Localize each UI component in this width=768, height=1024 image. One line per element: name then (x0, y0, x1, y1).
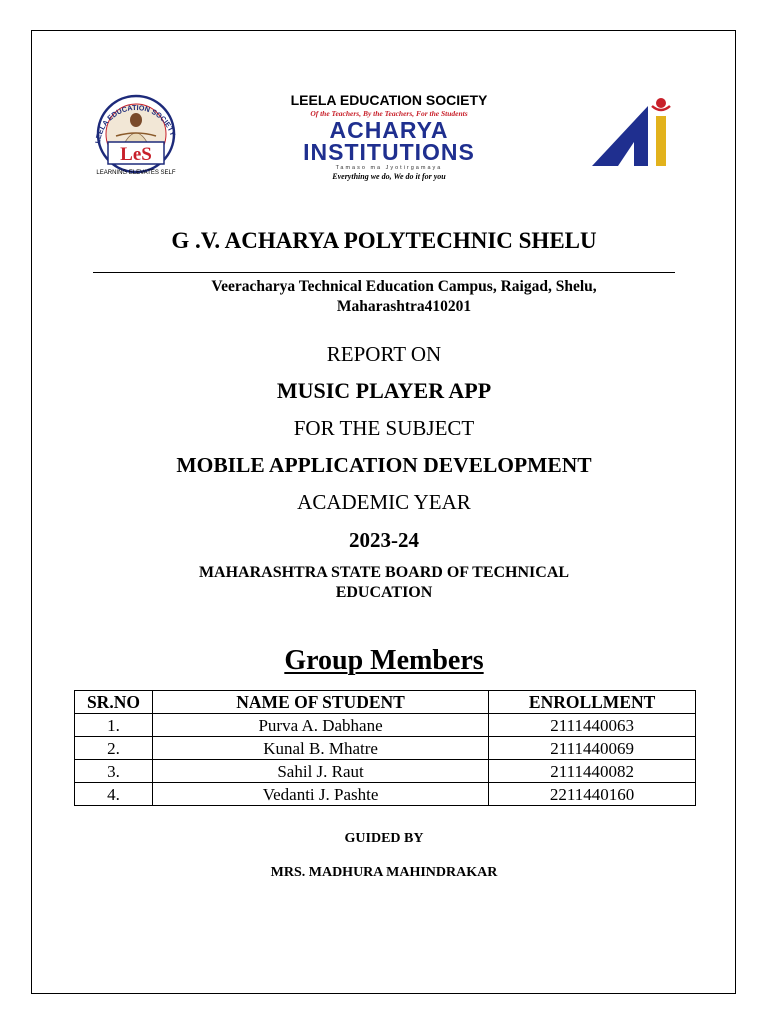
header-student-name: NAME OF STUDENT (152, 691, 488, 714)
cell-sr-no: 4. (75, 783, 153, 806)
address-line-2: Maharashtra410201 (336, 298, 472, 315)
acharya-name: ACHARYA (329, 117, 449, 143)
group-members-title-text: Group Members (284, 645, 484, 676)
group-members-title (0, 645, 768, 677)
report-on-label: REPORT ON (326, 342, 442, 366)
table-row (75, 714, 696, 737)
cell-sr-no: 2. (75, 737, 153, 760)
subject-name: MOBILE APPLICATION DEVELOPMENT (176, 453, 592, 477)
cell-sr-no: 1. (75, 714, 153, 737)
guided-by-label: GUIDED BY (344, 831, 424, 846)
header-rule (93, 272, 675, 273)
ai-logo (590, 94, 680, 174)
institutions-name: INSTITUTIONS (303, 139, 475, 165)
acharya-motto: Of the Teachers, By the Teachers, For the Students (310, 109, 468, 118)
members-table (74, 690, 696, 806)
les-arc-text: LEELA EDUCATION SOCIETY (93, 102, 178, 145)
academic-year-label: ACADEMIC YEAR (297, 490, 471, 514)
acharya-slogan: Everything we do, We do it for you (332, 172, 446, 181)
board-line-1: MAHARASHTRA STATE BOARD OF TECHNICAL (198, 564, 570, 581)
les-society-logo (86, 86, 186, 178)
for-subject-label: FOR THE SUBJECT (293, 416, 475, 440)
cell-enrollment: 2111440082 (489, 760, 696, 783)
cell-enrollment: 2211440160 (489, 783, 696, 806)
header-enrollment: ENROLLMENT (489, 691, 696, 714)
board-name (150, 563, 618, 603)
les-tagline: LEARNING ELEVATES SELF (96, 170, 176, 176)
table-row (75, 760, 696, 783)
academic-year: 2023-24 (349, 528, 419, 552)
guide-name: MRS. MADHURA MAHINDRAKAR (270, 865, 498, 880)
cell-enrollment: 2111440063 (489, 714, 696, 737)
address-line-1: Veeracharya Technical Education Campus, Raigad, Shelu, (211, 278, 597, 295)
cell-enrollment: 2111440069 (489, 737, 696, 760)
cell-student-name: Vedanti J. Pashte (152, 783, 488, 806)
cell-student-name: Purva A. Dabhane (152, 714, 488, 737)
acharya-institutions-logo (258, 90, 520, 182)
cell-student-name: Sahil J. Raut (152, 760, 488, 783)
table-header-row (75, 691, 696, 714)
college-address (150, 277, 658, 317)
acharya-society-text: LEELA EDUCATION SOCIETY (290, 92, 488, 108)
acharya-sanskrit: Tamaso ma Jyotirgamaya (335, 165, 443, 171)
table-row (75, 737, 696, 760)
college-name: G .V. ACHARYA POLYTECHNIC SHELU (171, 228, 597, 253)
header-sr-no: SR.NO (75, 691, 153, 714)
table-row (75, 783, 696, 806)
les-letters: LeS (120, 144, 152, 165)
board-line-2: EDUCATION (335, 584, 433, 601)
cell-student-name: Kunal B. Mhatre (152, 737, 488, 760)
project-title: MUSIC PLAYER APP (276, 378, 492, 403)
cell-sr-no: 3. (75, 760, 153, 783)
